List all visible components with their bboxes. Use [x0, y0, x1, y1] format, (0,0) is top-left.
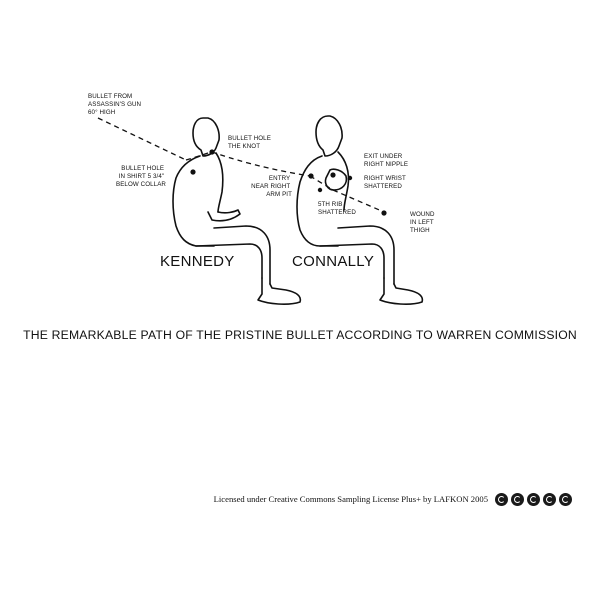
label-bullet-source: BULLET FROM ASSASSIN'S GUN 60° HIGH	[88, 93, 142, 116]
point-rib	[318, 188, 322, 192]
point-wrist	[348, 176, 352, 180]
label-bullet-hole-knot: BULLET HOLE THE KNOT	[228, 135, 271, 150]
label-exit-nipple: EXIT UNDER RIGHT NIPPLE	[364, 153, 409, 168]
label-entry-armpit: ENTRY NEAR RIGHT ARM PIT	[251, 175, 292, 198]
label-wound-thigh: WOUND IN LEFT THIGH	[410, 211, 435, 234]
footer	[160, 490, 572, 508]
cc-attribution-icon	[543, 493, 556, 506]
point-armpit	[308, 173, 313, 178]
point-nipple	[330, 172, 335, 177]
cc-share-icon	[527, 493, 540, 506]
label-rib: 5TH RIB SHATTERED	[318, 201, 356, 216]
kennedy-name: KENNEDY	[160, 253, 235, 270]
connally-name: CONNALLY	[292, 253, 375, 270]
point-shirt	[190, 169, 195, 174]
cc-noncommercial-icon	[511, 493, 524, 506]
cc-sampling-icon	[495, 493, 508, 506]
connally-figure	[297, 116, 422, 304]
point-knot	[209, 149, 214, 154]
cc-sampling-plus-icon	[559, 493, 572, 506]
license-text: Licensed under Creative Commons Sampling License Plus+ by LAFKON 2005	[213, 494, 488, 504]
label-bullet-hole-shirt: BULLET HOLE IN SHIRT 5 3/4" BELOW COLLAR	[115, 165, 166, 188]
label-wrist: RIGHT WRIST SHATTERED	[364, 175, 406, 190]
caption: THE REMARKABLE PATH OF THE PRISTINE BULLET ACCORDING TO WARREN COMMISSION	[23, 328, 577, 342]
point-thigh	[381, 210, 386, 215]
